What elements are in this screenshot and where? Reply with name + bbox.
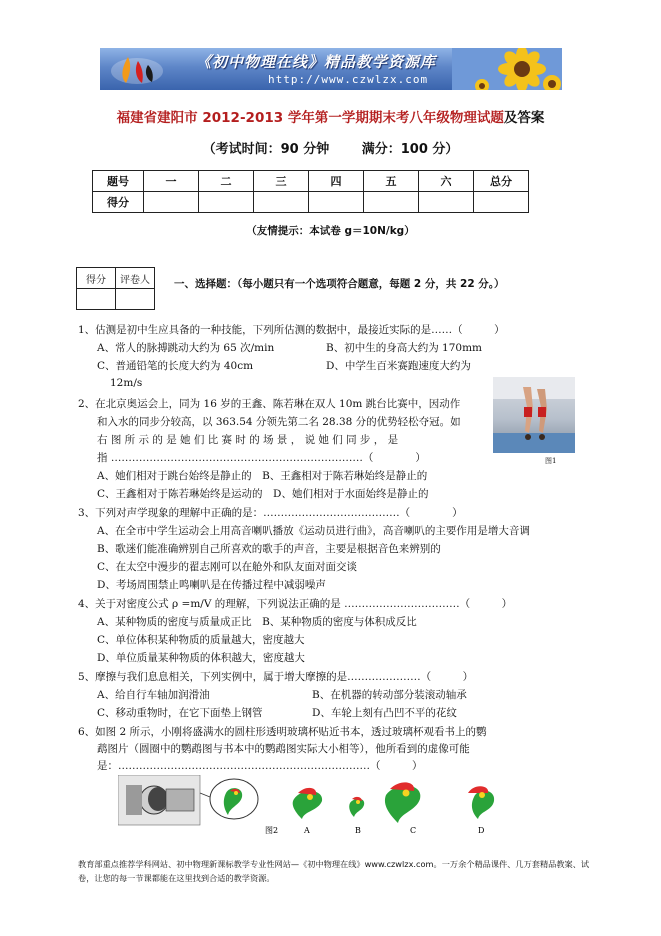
question-4-options-ab: A、某种物质的密度与质量成正比 B、某种物质的密度与体积成反比 <box>97 616 417 628</box>
score-cell <box>474 192 529 213</box>
score-table <box>92 170 529 213</box>
option-b-label: B <box>355 826 361 835</box>
friendly-tip: （友情提示：本试卷 g＝10N/kg） <box>246 225 415 237</box>
score-table-row <box>93 192 529 213</box>
option-a-label: A <box>304 826 310 835</box>
score-header-cell: 六 <box>419 171 474 192</box>
parrot-option-d-icon <box>468 786 494 819</box>
question-3-option-c: C、在太空中漫步的翟志刚可以在舱外和队友面对面交谈 <box>97 561 358 573</box>
page-title: 福建省建阳市 2012-2013 学年第一学期期末考八年级物理试题及答案 <box>116 110 545 126</box>
grader-name-label: 评卷人 <box>116 268 155 289</box>
question-2-line-2: 和入水的同步分较高，以 363.54 分领先第二名 28.38 分的优势轻松夺冠。如 <box>97 416 461 428</box>
option-d-label: D <box>478 826 485 835</box>
question-5-option-b: B、在机器的转动部分装滚动轴承 <box>312 689 467 701</box>
grader-score-label: 得分 <box>77 268 116 289</box>
score-header-cell: 五 <box>364 171 419 192</box>
question-5-option-c: C、移动重物时，在它下面垫上钢管 <box>97 707 263 719</box>
question-5-option-d: D、车轮上刻有凸凹不平的花纹 <box>312 707 457 719</box>
question-1-option-d-cont: 12m/s <box>110 377 143 389</box>
section-heading: 一、选择题：（每小题只有一个选项符合题意，每题 2 分，共 22 分。） <box>174 278 505 290</box>
figure-2-parrots <box>118 775 516 835</box>
header-banner <box>100 48 562 90</box>
question-4-option-c: C、单位体积某种物质的质量越大，密度越大 <box>97 634 305 646</box>
grader-score-cell <box>77 289 116 310</box>
question-5-option-a: A、给自行车轴加润滑油 <box>97 689 210 701</box>
grader-table <box>76 267 155 310</box>
score-header-cell: 一 <box>144 171 199 192</box>
question-4-option-d: D、单位质量某种物质的体积越大，密度越大 <box>97 652 305 664</box>
option-c-label: C <box>410 826 417 835</box>
parrot-option-a-icon <box>293 788 322 819</box>
page-footer: 教育部重点推荐学科网站、初中物理新课标教学专业性网站—《初中物理在线》www.czwlzx.com。一万余个精品课件、几万套精品教案、试卷，让您的每一节课都能在这里找到合适的教学资源。 <box>78 859 590 883</box>
score-cell <box>364 192 419 213</box>
question-1-option-d: D、中学生百米赛跑速度大约为 <box>326 360 471 372</box>
question-2-line-1: 2、在北京奥运会上，同为 16 岁的王鑫、陈若琳在双人 10m 跳台比赛中，因动作 <box>78 398 461 410</box>
figure-1-caption: 图1 <box>545 457 557 465</box>
question-6-line-2: 鹉图片（圆圈中的鹦鹉图与书本中的鹦鹉图实际大小相等），他所看到的虚像可能 <box>97 743 470 755</box>
score-header-cell: 总分 <box>474 171 529 192</box>
exam-time: （考试时间：90 分钟 <box>202 142 330 157</box>
question-2-line-4: 指 ………………………………………………………………（ ） <box>97 452 426 464</box>
score-cell <box>199 192 254 213</box>
question-1-stem: 1、估测是初中生应具备的一种技能，下列所估测的数据中，最接近实际的是……（ ） <box>78 324 505 336</box>
score-cell <box>309 192 364 213</box>
grader-name-cell <box>116 289 155 310</box>
score-cell <box>144 192 199 213</box>
score-header-cell: 二 <box>199 171 254 192</box>
site-logo-icon <box>108 51 166 87</box>
question-3-option-b: B、歌迷们能准确辨别自己所喜欢的歌手的声音，主要是根据音色来辨别的 <box>97 543 441 555</box>
question-4-stem: 4、关于对密度公式 ρ =m/V 的理解，下列说法正确的是 ……………………………（ ） <box>78 598 513 610</box>
question-5-stem: 5、摩擦与我们息息相关，下列实例中，属于增大摩擦的是…………………（ ） <box>78 671 474 683</box>
question-6-line-3: 是：………………………………………………………………（ ） <box>97 760 423 772</box>
question-3-option-d: D、考场周围禁止鸣喇叭是在传播过程中减弱噪声 <box>97 579 326 591</box>
question-2-line-3: 右 图 所 示 的 是 她 们 比 赛 时 的 场 景 ， 说 她 们 同 步 ， 是 <box>97 434 399 446</box>
banner-title: 《初中物理在线》精品教学资源库 <box>196 53 437 71</box>
question-2-options-cd: C、王鑫相对于陈若琳始终是运动的 D、她们相对于水面始终是静止的 <box>97 488 429 500</box>
score-header-cell: 四 <box>309 171 364 192</box>
divers-image-icon <box>493 377 575 453</box>
sunflower-icon <box>452 48 562 90</box>
banner-url: http://www.czwlzx.com <box>268 73 429 86</box>
diving-photo <box>493 377 575 453</box>
question-2-options-ab: A、她们相对于跳台始终是静止的 B、王鑫相对于陈若琳始终是静止的 <box>97 470 428 482</box>
exam-info <box>0 138 661 157</box>
parrot-option-b-icon <box>349 797 364 817</box>
parrot-option-c-icon <box>385 782 420 823</box>
question-3-option-a: A、在全市中学生运动会上用高音喇叭播放《运动员进行曲》，高音喇叭的主要作用是增大音调 <box>97 525 530 537</box>
score-row-label: 得分 <box>93 192 144 213</box>
score-table-header-row <box>93 171 529 192</box>
figure-2-caption: 图2 <box>265 826 279 835</box>
exam-full-score: 满分：100 分） <box>361 142 459 157</box>
question-3-stem: 3、下列对声学现象的理解中正确的是：…………………………………（ ） <box>78 507 463 519</box>
question-6-line-1: 6、如图 2 所示，小刚将盛满水的圆柱形透明玻璃杯贴近书本，透过玻璃杯观看书上的鹦 <box>78 726 487 738</box>
question-1-option-c: C、普通铅笔的长度大约为 40cm <box>97 360 254 372</box>
question-1-option-a: A、常人的脉搏跳动大约为 65 次/min <box>97 342 275 354</box>
score-header-cell: 三 <box>254 171 309 192</box>
question-1-option-b: B、初中生的身高大约为 170mm <box>326 342 483 354</box>
score-cell <box>254 192 309 213</box>
score-header-cell: 题号 <box>93 171 144 192</box>
score-cell <box>419 192 474 213</box>
